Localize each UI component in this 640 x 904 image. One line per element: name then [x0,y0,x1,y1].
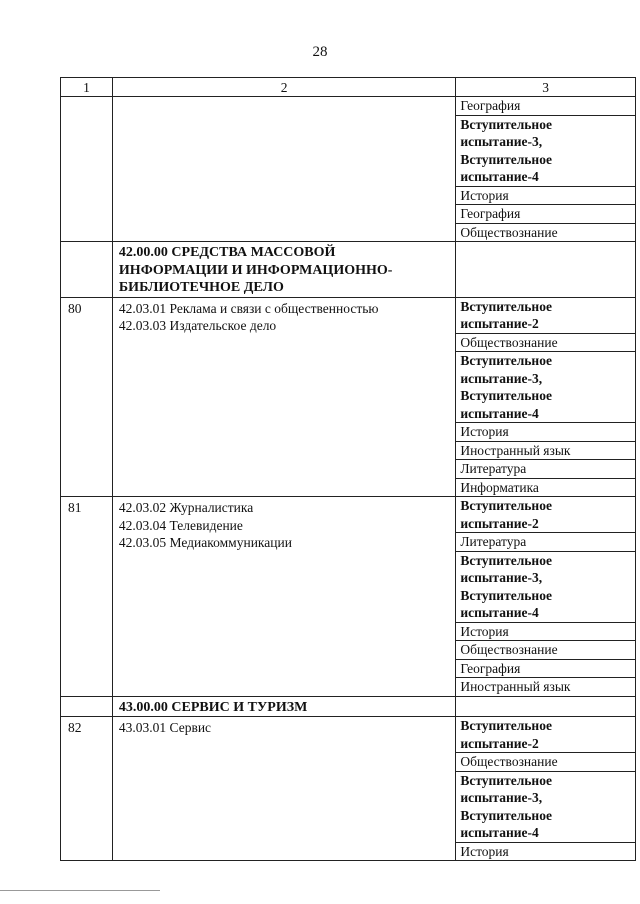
program-item: 42.03.02 Журналистика [118,500,254,515]
entrance-exam-item: Вступительное испытание-2 [456,298,635,334]
subject-item: История [456,187,635,206]
subjects-cell [456,97,636,241]
table-row [61,497,636,697]
subject-item: Иностранный язык [456,442,635,461]
header-col-2: 2 [113,78,456,96]
entrance-exam-item: Вступительное испытание-3, Вступительное испытание-4 [456,352,635,423]
program-item: 42.03.04 Телевидение [118,517,243,533]
section-title: 43.00.00 СЕРВИС И ТУРИЗМ [113,697,456,717]
table-row [61,298,636,498]
table-header-row [61,78,636,97]
page-number: 28 [312,44,328,60]
subject-item: География [456,660,635,679]
entrance-exam-item: Вступительное испытание-2 [456,717,635,753]
program-item: 42.03.03 Издательское дело [118,318,277,333]
program-list [113,497,456,696]
row-number: 81 [61,497,113,696]
program-list [113,97,456,241]
subject-item: Литература [456,460,635,479]
entrance-exam-item: Вступительное испытание-2 [456,497,635,533]
row-number: 80 [61,298,113,497]
subjects-cell [456,697,636,717]
subjects-cell [456,242,636,297]
subject-item: Обществознание [456,334,635,353]
subject-item: История [456,623,635,642]
subject-item: Информатика [460,479,539,495]
subject-item: Обществознание [456,753,635,772]
table-body [61,97,636,861]
table-row [61,717,636,861]
table-row [61,97,636,242]
row-number: 82 [61,717,113,860]
subjects-cell [456,497,636,696]
subject-item: Иностранный язык [460,679,571,694]
row-number [61,697,113,717]
subject-item: География [456,97,635,116]
subject-item: География [456,205,635,224]
program-item: 42.03.05 Медиакоммуникации [118,535,292,550]
subjects-cell [456,298,636,497]
footer-divider [0,890,160,891]
subjects-cell [456,717,636,860]
entrance-exam-item: Вступительное испытание-3, Вступительное испытание-4 [456,772,635,843]
admission-table [60,77,636,861]
program-item: 42.03.01 Реклама и связи с общественностью [118,300,379,316]
section-title: 42.00.00 СРЕДСТВА МАССОВОЙ ИНФОРМАЦИИ И ИНФОРМАЦИОННО- БИБЛИОТЕЧНОЕ ДЕЛО [113,242,456,297]
subject-item: История [460,843,509,859]
subject-item: Литература [456,533,635,552]
header-col-3: 3 [456,78,636,96]
header-col-1: 1 [61,78,113,96]
entrance-exam-item: Вступительное испытание-3, Вступительное испытание-4 [456,552,635,623]
row-number [61,97,113,241]
program-list [113,717,456,860]
row-number [61,242,113,297]
subject-item: История [456,423,635,442]
program-list [113,298,456,497]
entrance-exam-item: Вступительное испытание-3, Вступительное испытание-4 [456,116,635,187]
program-item: 43.03.01 Сервис [118,720,212,735]
section-row [61,242,636,298]
subject-item: Обществознание [460,224,558,240]
subject-item: Обществознание [456,641,635,660]
section-row [61,697,636,718]
